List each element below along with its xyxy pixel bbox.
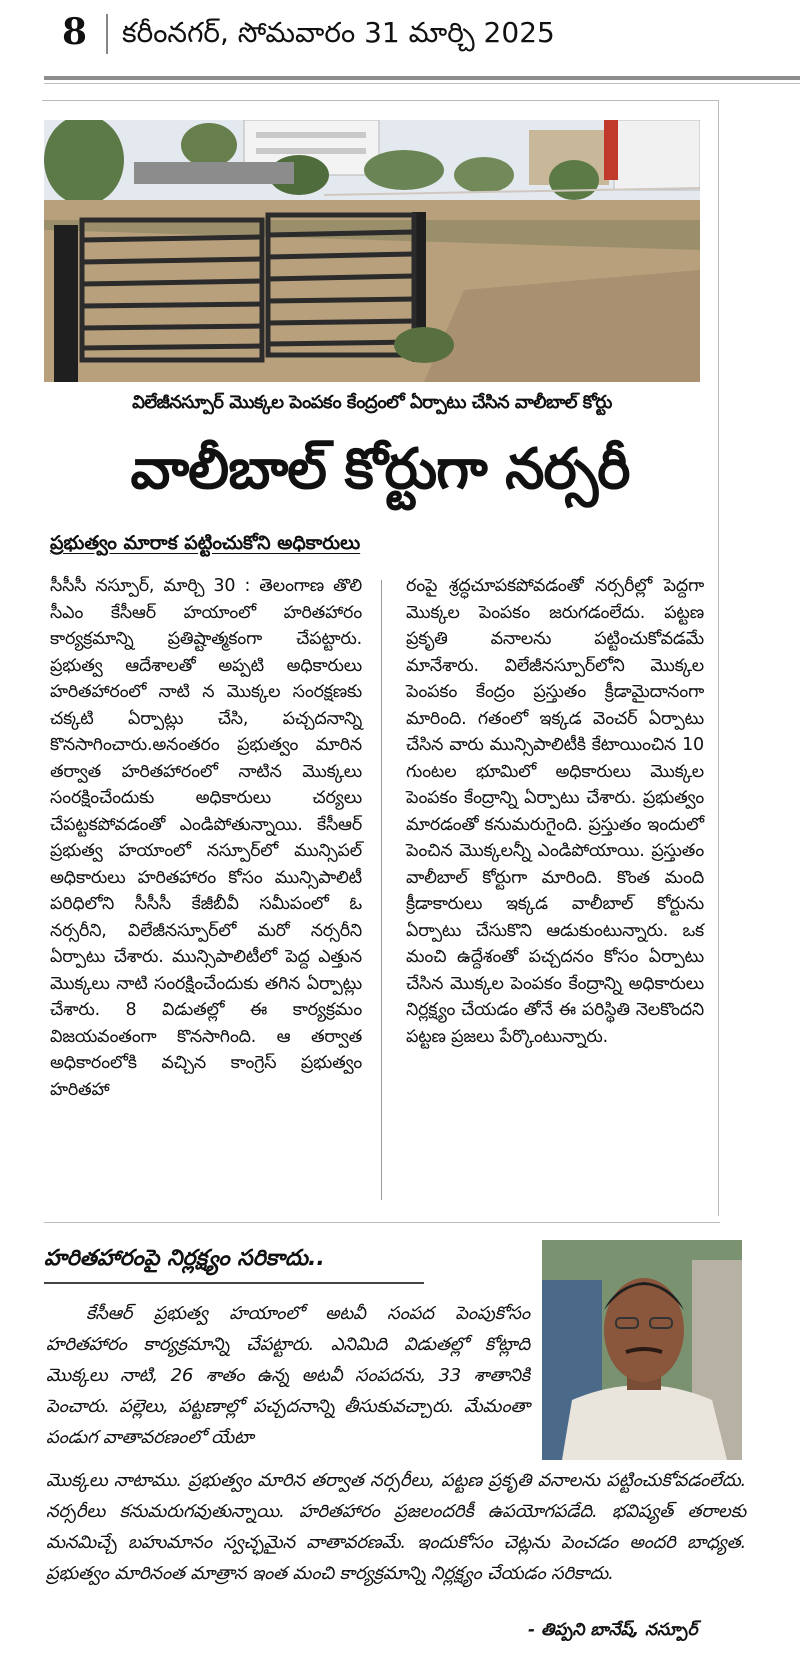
article-column-right: రంపై శ్రద్ధచూపకపోవడంతో నర్సరీల్లో పెద్దగా మొక్కల పెంపకం జరుగడంలేదు. పట్టణ ప్రకృతి వనాలను పట్టించుకోవడమే మానేశారు. విలేజీనస్పూర్‌లోని మొక్కల పెంపకం కేంద్రం ప్రస్తుతం క్రీడామైదానంగా మారింది. గతంలో ఇక్కడ వెంచర్ ఏర్పాటు చేసిన వారు మున్సిపాలిటీకి కేటాయించిన 10 గుంటల భూమిలో అధికారులు మొక్కల పెంపకం కేంద్రాన్ని ఏర్పాటు చేశారు. ప్రభుత్వం మారడంతో కనుమరుగైంది. ప్రస్తుతం ఇందులో పెంచిన మొక్కలన్నీ ఎండిపోయాయి. ప్రస్తుతం వాలీబాల్ కోర్టుగా మారింది. కొంత మంది క్రీడాకారులు ఇక్కడ వాలీబాల్ కోర్టును ఏర్పాటు చేసుకొని ఆడుకుంటున్నారు. ఒక మంచి ఉద్దేశంతో పచ్చదనం కోసం ఏర్పాటు చేసిన మొక్కల పెంపకం కేంద్రాన్ని అధికారులు నిర్లక్ష్యం చేయడం తోనే ఈ పరిస్థితి నెలకొందని పట్టణ ప్రజలు పేర్కొంటున్నారు. [406, 576, 704, 1047]
nursery-gate-illustration [44, 120, 700, 382]
masthead-rule [44, 76, 800, 80]
frame-bottom-rule [44, 1222, 720, 1223]
masthead-divider [106, 14, 108, 54]
quote-attribution: - తిప్పని బానేష్, నస్పూర్ [528, 1620, 698, 1640]
page-number: 8 [62, 11, 88, 53]
dateline: కరీంనగర్, సోమవారం 31 మార్చి 2025 [122, 16, 555, 49]
article-headline: వాలీబాల్ కోర్టుగా నర్సరీ [130, 437, 630, 502]
box-heading: హరితహారంపై నిర్లక్ష్యం సరికాదు.. [44, 1246, 325, 1271]
person-portrait-photo [542, 1240, 742, 1460]
box-heading-rule [44, 1282, 424, 1284]
nursery-gate-photo [44, 120, 700, 382]
column-divider [381, 580, 382, 1200]
article-subhead: ప్రభుత్వం మారాక పట్టించుకోని అధికారులు [50, 532, 361, 554]
box-quote-text-continued: మొక్కలు నాటాము. ప్రభుత్వం మారిన తర్వాత నర్సరీలు, పట్టణ ప్రకృతి వనాలను పట్టించుకోవడంలేదు. నర్సరీలు కనుమరుగవుతున్నాయి. హరితహారం ప్రజలందరికీ ఉపయోగపడేది. భవిష్యత్ తరాలకు మనమిచ్చే బహుమానం స్వచ్ఛమైన వాతావరణమే. ఇందుకోసం చెట్లను పెంచడం అందరి బాధ్యత. ప్రభుత్వం మారినంత మాత్రాన ఇంత మంచి కార్యక్రమాన్ని నిర్లక్ష్యం చేయడం సరికాదు. [46, 1470, 746, 1584]
photo-caption: విలేజీనస్పూర్ మొక్కల పెంపకం కేంద్రంలో ఏర్పాటు చేసిన వాలీబాల్ కోర్టు [132, 392, 612, 413]
article-column-left: సీసీసీ నస్పూర్, మార్చి 30 : తెలంగాణ తొలి సీఎం కేసీఆర్ హయాంలో హరితహారం కార్యక్రమాన్ని ప్రతిష్టాత్మకంగా చేపట్టారు. ప్రభుత్వ ఆదేశాలతో అప్పటి అధికారులు హరితహారంలో నాటి న మొక్కల సంరక్షణకు చక్కటి ఏర్పాట్లు చేసి, పచ్చదనాన్ని కొనసాగించారు.అనంతరం ప్రభుత్వం మారిన తర్వాత హరితహారంలో నాటిన మొక్కలు సంరక్షించేందుకు అధికారులు చర్యలు చేపట్టకపోవడంతో ఎండిపోతున్నాయి. కేసీఆర్ ప్రభుత్వ హయాంలో నస్పూర్‌లో మున్సిపల్ అధికారులు హరితహారం కోసం మున్సిపాలిటీ పరిధిలోని సీసీసీ కేజీబీవీ సమీపంలో ఓ నర్సరీని, విలేజీనస్పూర్‌లో మరో నర్సరీని ఏర్పాటు చేశారు. మున్సిపాలిటీలో పెద్ద ఎత్తున మొక్కలు నాటి సంరక్షించేందుకు తగిన ఏర్పాట్లు చేశారు. 8 విడుతల్లో ఈ కార్యక్రమం విజయవంతంగా కొనసాగింది. ఆ తర్వాత అధికారంలోకి వచ్చిన కాంగ్రెస్ ప్రభుత్వం హరితహా [50, 576, 362, 1100]
box-quote-text: కేసీఆర్ ప్రభుత్వ హయాంలో అటవీ సంపద పెంపుకోసం హరితహారం కార్యక్రమాన్ని చేపట్టారు. ఎనిమిది విడుతల్లో కోట్లాది మొక్కలు నాటి, 26 శాతం ఉన్న అటవీ సంపదను, 33 శాతానికి పెంచారు. పల్లెలు, పట్టణాల్లో పచ్చదనాన్ని తీసుకువచ్చారు. మేమంతా పండుగ వాతావరణంలో యేటా [46, 1303, 530, 1448]
person-portrait-illustration [542, 1240, 742, 1460]
masthead-rule-thin [44, 83, 800, 84]
